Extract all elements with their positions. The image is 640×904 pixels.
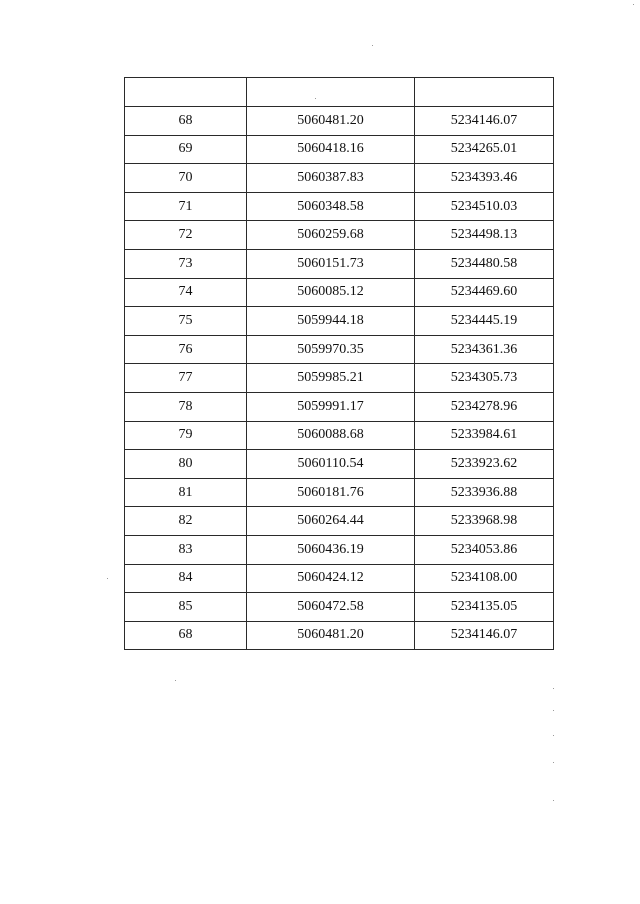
table-row [125, 249, 554, 278]
x-coordinate-cell: 5060110.54 [247, 450, 415, 479]
y-coordinate-cell: 5234278.96 [415, 392, 554, 421]
y-coordinate-cell: 5234510.03 [415, 192, 554, 221]
scan-speck [553, 762, 554, 763]
y-coordinate-cell: 5234393.46 [415, 164, 554, 193]
y-coordinate-cell: 5233936.88 [415, 478, 554, 507]
x-coordinate-cell: 5060424.12 [247, 564, 415, 593]
point-number-cell: 74 [125, 278, 247, 307]
table-row [125, 221, 554, 250]
scan-speck [633, 4, 634, 5]
point-number-cell: 79 [125, 421, 247, 450]
header-cell-point [125, 78, 247, 107]
scan-speck [553, 735, 554, 736]
scan-speck [175, 680, 176, 681]
point-number-cell: 81 [125, 478, 247, 507]
scan-speck [553, 800, 554, 801]
table-row [125, 335, 554, 364]
point-number-cell: 72 [125, 221, 247, 250]
x-coordinate-cell: 5060481.20 [247, 621, 415, 650]
x-coordinate-cell: 5059970.35 [247, 335, 415, 364]
table-row [125, 535, 554, 564]
x-coordinate-cell: 5060481.20 [247, 107, 415, 136]
scan-speck [315, 98, 316, 99]
point-number-cell: 80 [125, 450, 247, 479]
point-number-cell: 68 [125, 107, 247, 136]
table-row [125, 621, 554, 650]
y-coordinate-cell: 5234146.07 [415, 621, 554, 650]
y-coordinate-cell: 5234480.58 [415, 249, 554, 278]
point-number-cell: 82 [125, 507, 247, 536]
x-coordinate-cell: 5059991.17 [247, 392, 415, 421]
point-number-cell: 78 [125, 392, 247, 421]
x-coordinate-cell: 5060436.19 [247, 535, 415, 564]
table-row [125, 507, 554, 536]
point-number-cell: 71 [125, 192, 247, 221]
x-coordinate-cell: 5060088.68 [247, 421, 415, 450]
table-row [125, 107, 554, 136]
point-number-cell: 83 [125, 535, 247, 564]
y-coordinate-cell: 5234445.19 [415, 307, 554, 336]
table-row [125, 593, 554, 622]
y-coordinate-cell: 5234265.01 [415, 135, 554, 164]
table-row [125, 450, 554, 479]
scan-speck [107, 578, 108, 579]
x-coordinate-cell: 5060418.16 [247, 135, 415, 164]
y-coordinate-cell: 5233923.62 [415, 450, 554, 479]
x-coordinate-cell: 5060151.73 [247, 249, 415, 278]
y-coordinate-cell: 5233968.98 [415, 507, 554, 536]
coordinates-table-body [125, 78, 554, 650]
scan-speck [553, 688, 554, 689]
x-coordinate-cell: 5060387.83 [247, 164, 415, 193]
x-coordinate-cell: 5059944.18 [247, 307, 415, 336]
x-coordinate-cell: 5060348.58 [247, 192, 415, 221]
point-number-cell: 84 [125, 564, 247, 593]
x-coordinate-cell: 5060181.76 [247, 478, 415, 507]
point-number-cell: 73 [125, 249, 247, 278]
y-coordinate-cell: 5234135.05 [415, 593, 554, 622]
y-coordinate-cell: 5233984.61 [415, 421, 554, 450]
coordinates-table [124, 77, 554, 650]
point-number-cell: 70 [125, 164, 247, 193]
y-coordinate-cell: 5234108.00 [415, 564, 554, 593]
table-row [125, 192, 554, 221]
table-row [125, 564, 554, 593]
table-row [125, 135, 554, 164]
point-number-cell: 69 [125, 135, 247, 164]
point-number-cell: 68 [125, 621, 247, 650]
y-coordinate-cell: 5234498.13 [415, 221, 554, 250]
y-coordinate-cell: 5234305.73 [415, 364, 554, 393]
point-number-cell: 76 [125, 335, 247, 364]
y-coordinate-cell: 5234469.60 [415, 278, 554, 307]
header-cell-x [247, 78, 415, 107]
scan-speck [372, 45, 373, 46]
y-coordinate-cell: 5234146.07 [415, 107, 554, 136]
x-coordinate-cell: 5060085.12 [247, 278, 415, 307]
header-cell-y [415, 78, 554, 107]
table-row [125, 421, 554, 450]
point-number-cell: 75 [125, 307, 247, 336]
table-row [125, 478, 554, 507]
table-row [125, 278, 554, 307]
table-row [125, 364, 554, 393]
x-coordinate-cell: 5060259.68 [247, 221, 415, 250]
table-row [125, 307, 554, 336]
table-header-row [125, 78, 554, 107]
point-number-cell: 85 [125, 593, 247, 622]
table-row [125, 392, 554, 421]
x-coordinate-cell: 5059985.21 [247, 364, 415, 393]
point-number-cell: 77 [125, 364, 247, 393]
y-coordinate-cell: 5234361.36 [415, 335, 554, 364]
scan-speck [553, 710, 554, 711]
y-coordinate-cell: 5234053.86 [415, 535, 554, 564]
table-row [125, 164, 554, 193]
x-coordinate-cell: 5060472.58 [247, 593, 415, 622]
x-coordinate-cell: 5060264.44 [247, 507, 415, 536]
